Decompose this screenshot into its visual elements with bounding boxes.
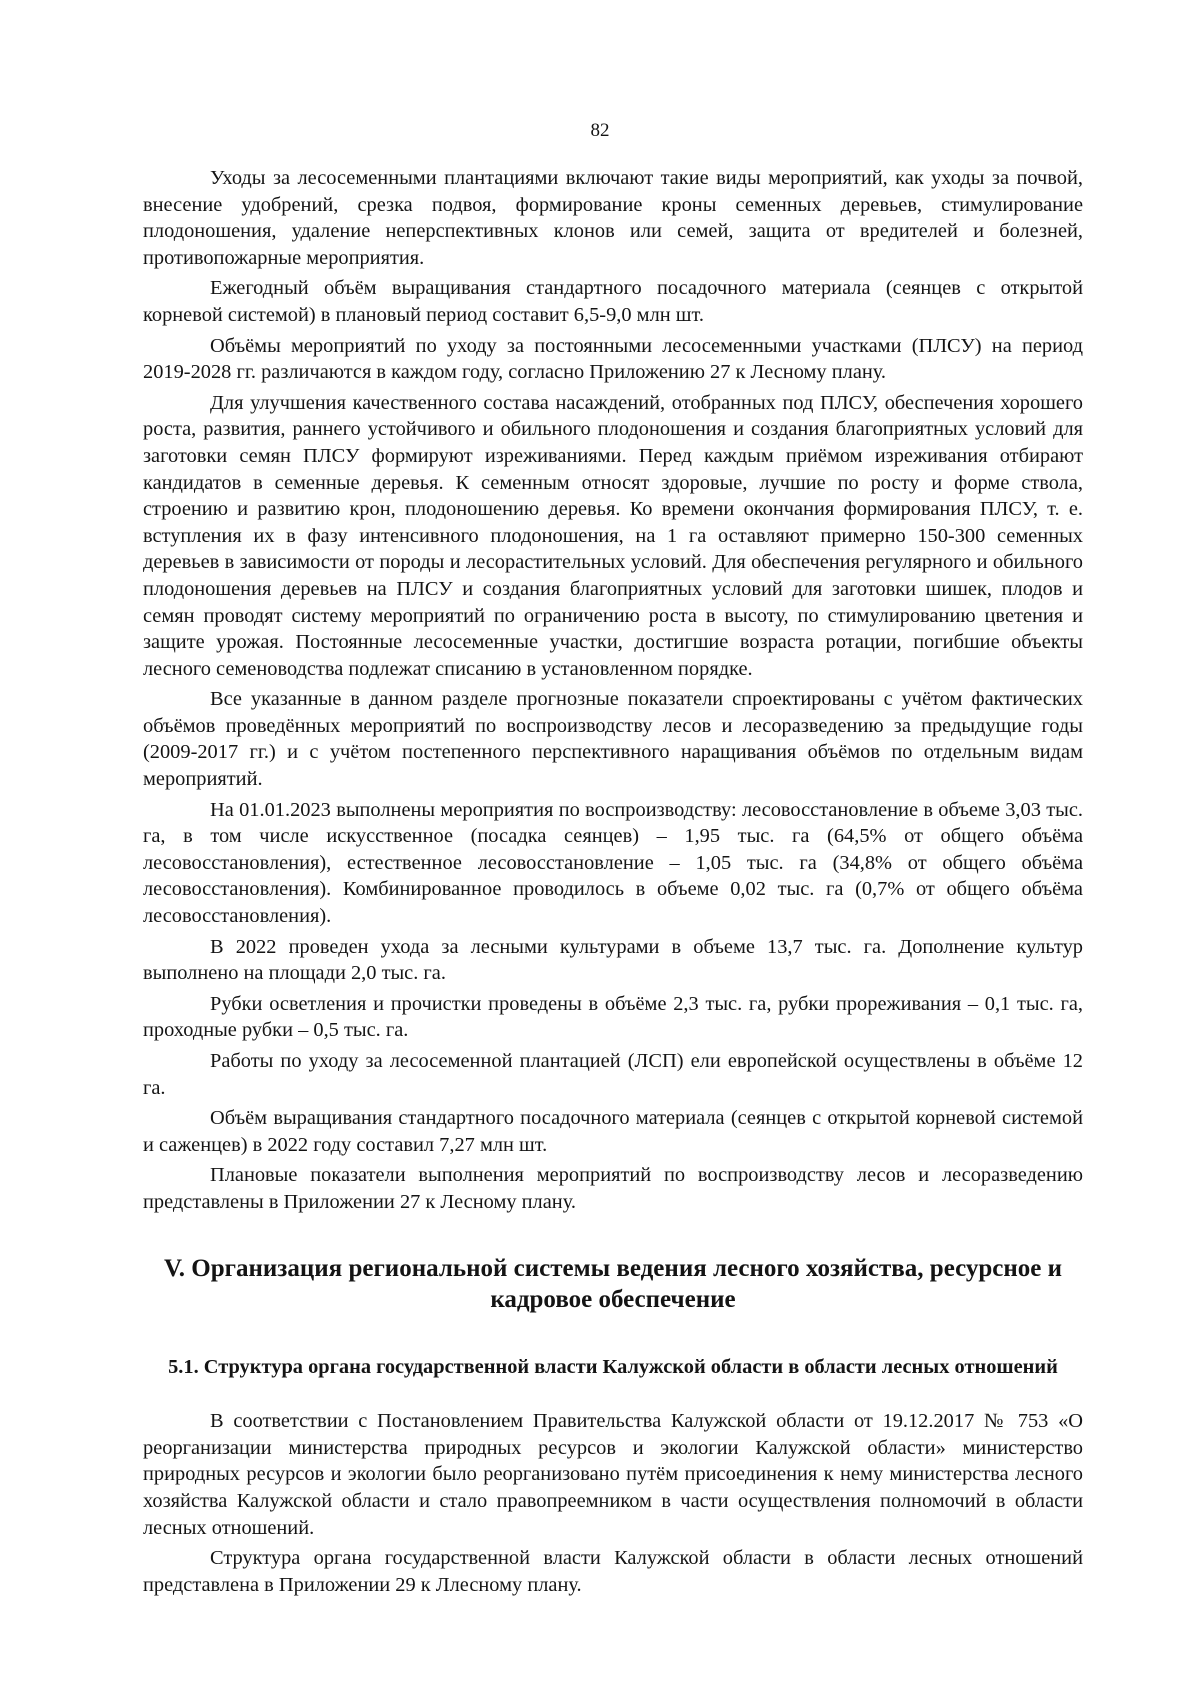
subsection-body	[143, 1408, 1083, 1598]
section-title: V. Организация региональной системы ведения лесного хозяйства, ресурсное и кадровое обеспечение	[163, 1254, 1063, 1313]
paragraph: Уходы за лесосеменными плантациями включают такие виды мероприятий, как уходы за почвой, внесение удобрений, срезка подвоя, формирование кроны семенных деревьев, стимулирование плодоношения, удаление неперспективных клонов или семей, защита от вредителей и болезней, противопожарные мероприятия.	[143, 167, 1083, 269]
paragraph: Все указанные в данном разделе прогнозные показатели спроектированы с учётом фактических объёмов проведённых мероприятий по воспроизводству лесов и лесоразведению за предыдущие годы (2009-2017 гг.) и с учётом постепенного перспективного наращивания объёмов по отдельным видам мероприятий.	[143, 688, 1083, 791]
paragraph: На 01.01.2023 выполнены мероприятия по воспроизводству: лесовосстановление в объеме 3,03 тыс. га, в том числе искусственное (посадка сеянцев) – 1,95 тыс. га (64,5% от общего объёма лесовосстановления), естественное лесовосстановление – 1,05 тыс. га (34,8% от общего объёма лесовосстановления). Комбинированное проводилось в объеме 0,02 тыс. га (0,7% от общего объёма лесовосстановления).	[143, 798, 1083, 928]
paragraph: Рубки осветления и прочистки проведены в объёме 2,3 тыс. га, рубки прореживания – 0,1 тыс. га, проходные рубки – 0,5 тыс. га.	[143, 992, 1083, 1042]
paragraph: В 2022 проведен ухода за лесными культурами в объеме 13,7 тыс. га. Дополнение культур выполнено на площади 2,0 тыс. га.	[143, 935, 1083, 985]
document-body	[143, 165, 1083, 1602]
paragraph: Ежегодный объём выращивания стандартного посадочного материала (сеянцев с открытой корневой системой) в плановый период составит 6,5-9,0 млн шт.	[143, 277, 1083, 326]
paragraph: Работы по уходу за лесосеменной плантацией (ЛСП) ели европейской осуществлены в объёме 12 га.	[143, 1050, 1083, 1099]
paragraph: Плановые показатели выполнения мероприятий по воспроизводству лесов и лесоразведению представлены в Приложении 27 к Лесному плану.	[143, 1164, 1083, 1213]
paragraph: Объёмы мероприятий по уходу за постоянными лесосеменными участками (ПЛСУ) на период 2019-2028 гг. различаются в каждом году, согласно Приложению 27 к Лесному плану.	[143, 334, 1083, 384]
paragraph: Структура органа государственной власти Калужской области в области лесных отношений представлена в Приложении 29 к Ллесному плану.	[143, 1547, 1083, 1596]
paragraph: В соответствии с Постановлением Правительства Калужской области от 19.12.2017 № 753 «О реорганизации министерства природных ресурсов и экологии Калужской области» министерство природных ресурсов и экологии было реорганизовано путём присоединения к нему министерства лесного хозяйства Калужской области и стало правопреемником в части осуществления полномочий в области лесных отношений.	[143, 1410, 1083, 1539]
paragraph: Объём выращивания стандартного посадочного материала (сеянцев с открытой корневой системой и саженцев) в 2022 году составил 7,27 млн шт.	[143, 1107, 1083, 1156]
subsection-title: 5.1. Структура органа государственной власти Калужской области в области лесных отношений	[168, 1355, 1058, 1378]
page-number: 82	[590, 120, 610, 141]
paragraph: Для улучшения качественного состава насаждений, отобранных под ПЛСУ, обеспечения хорошего роста, развития, раннего устойчивого и обильного плодоношения и создания благоприятных условий для заготовки семян ПЛСУ формируют изреживаниями. Перед каждым приёмом изреживания отбирают кандидатов в семенные деревья. К семенным относят здоровые, лучшие по росту и форме ствола, строению и развитию крон, плодоношению деревья. Ко времени окончания формирования ПЛСУ, т. е. вступления их в фазу интенсивного плодоношения, на 1 га оставляют примерно 150-300 семенных деревьев в зависимости от породы и лесорастительных условий. Для обеспечения регулярного и обильного плодоношения деревьев на ПЛСУ и создания благоприятных условий для заготовки шишек, плодов и семян проводят систему мероприятий по ограничению роста в высоту, по стимулированию цветения и защите урожая. Постоянные лесосеменные участки, достигшие возраста ротации, погибшие объекты лесного семеноводства подлежат списанию в установленном порядке.	[143, 391, 1083, 680]
